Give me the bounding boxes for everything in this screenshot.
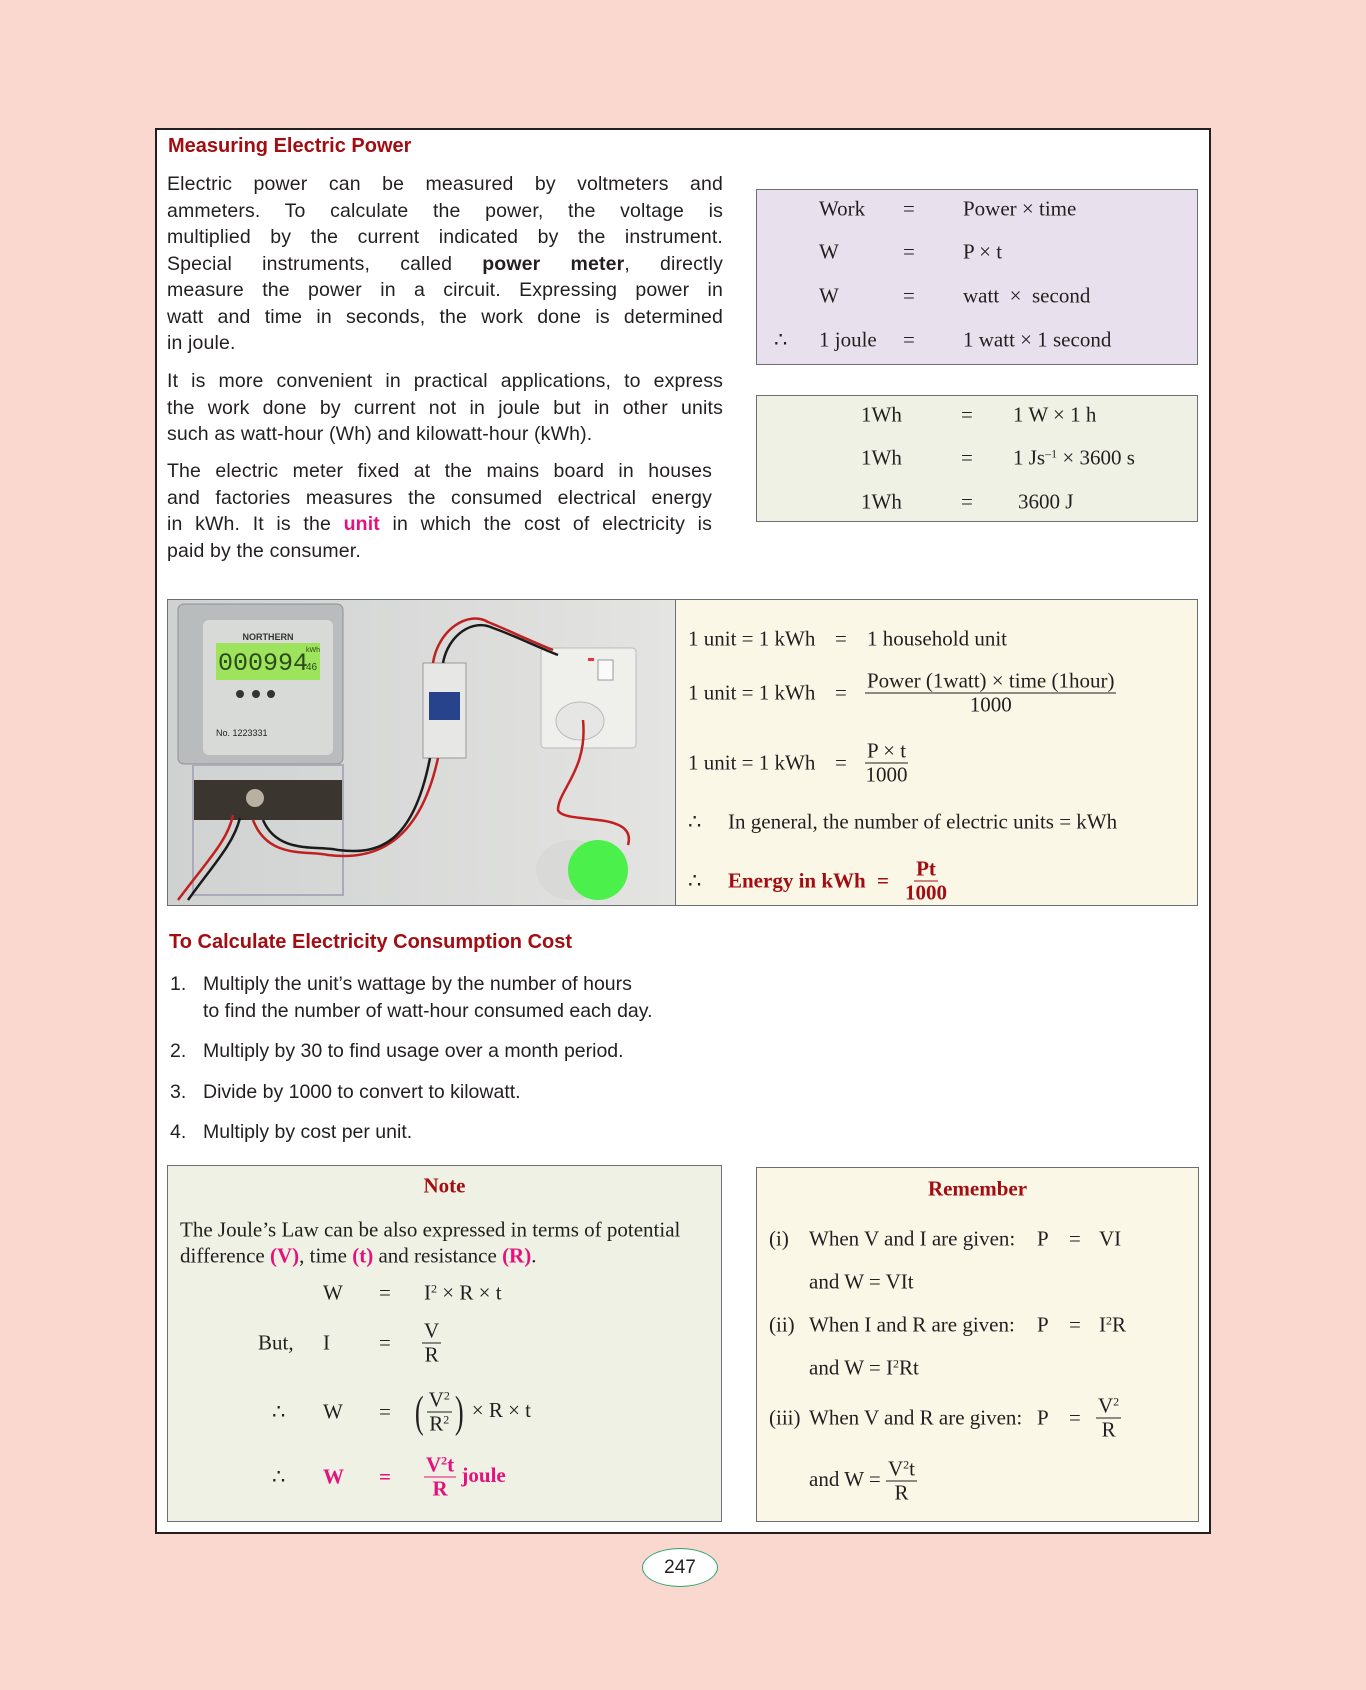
numerator: Pt bbox=[916, 856, 936, 881]
text-line: Electric power can be measured by voltmeters and bbox=[167, 173, 723, 195]
formula-lhs: 1 joule bbox=[819, 327, 877, 352]
formula-lhs: 1 unit = 1 kWh bbox=[688, 750, 816, 775]
equals: = bbox=[379, 1399, 391, 1424]
formula-lhs: W bbox=[323, 1399, 343, 1424]
text: difference bbox=[180, 1243, 270, 1268]
section-title: Measuring Electric Power bbox=[168, 135, 412, 157]
symbol-v: (V) bbox=[269, 1243, 300, 1268]
denominator: R bbox=[424, 1342, 439, 1367]
text-line: the work done by current not in joule but in other units bbox=[167, 396, 723, 419]
text-line bbox=[167, 251, 723, 278]
numerator: Power (1watt) × time (1hour) bbox=[867, 668, 1115, 693]
watt-hour-box bbox=[756, 395, 1198, 522]
formula-lhs: W bbox=[323, 1464, 344, 1489]
step-number: 4. bbox=[170, 1121, 187, 1143]
equals: = bbox=[1069, 1226, 1081, 1251]
formula-rhs: ( $\frac{V^2}{R^2}$ ) × R × t bbox=[414, 1387, 532, 1436]
superscript: 2 bbox=[431, 1281, 437, 1296]
text-line: in joule. bbox=[167, 332, 236, 354]
formula-lhs: 1Wh bbox=[861, 445, 902, 470]
equals: = bbox=[903, 283, 915, 308]
note-text: The Joule’s Law can be also expressed in terms of potential bbox=[180, 1217, 681, 1242]
equals: = bbox=[1069, 1312, 1081, 1337]
text: R bbox=[429, 1411, 444, 1436]
divider bbox=[675, 600, 676, 905]
power-symbol: P bbox=[1037, 1405, 1049, 1430]
meter-unit: kWh bbox=[306, 647, 320, 654]
equals: = bbox=[379, 1280, 391, 1305]
text-line: and factories measures the consumed electrical energy bbox=[167, 486, 712, 509]
superscript: 2 bbox=[1106, 1313, 1112, 1328]
text-line: such as watt-hour (Wh) and kilowatt-hour (kWh). bbox=[167, 423, 593, 445]
therefore-symbol: ∴ bbox=[688, 809, 702, 834]
symbol-t: (t) bbox=[352, 1243, 374, 1268]
text-line: watt and time in seconds, the work done is determined bbox=[167, 305, 723, 328]
power-symbol: P bbox=[1037, 1312, 1049, 1337]
superscript: 2 bbox=[441, 1453, 448, 1468]
energy-label: Energy in kWh bbox=[728, 868, 866, 893]
formula-lhs: 1 unit = 1 kWh bbox=[688, 626, 816, 651]
formula-lhs: W bbox=[323, 1280, 343, 1305]
numerator bbox=[886, 1458, 917, 1482]
intro-paragraph-1 bbox=[167, 171, 723, 357]
remember-box bbox=[756, 1167, 1199, 1522]
numerator bbox=[424, 1454, 456, 1478]
formula-lhs: Work bbox=[819, 196, 866, 221]
superscript: 2 bbox=[443, 1412, 450, 1427]
equals: = bbox=[379, 1330, 391, 1355]
note-text bbox=[180, 1244, 536, 1269]
numerator: V bbox=[424, 1318, 440, 1343]
superscript: –1 bbox=[1045, 446, 1058, 461]
power-symbol: P bbox=[1037, 1226, 1049, 1251]
text: V bbox=[887, 1456, 904, 1481]
formula-lhs: 1 unit = 1 kWh bbox=[688, 680, 816, 705]
text: . bbox=[531, 1243, 537, 1268]
equals: = bbox=[379, 1464, 391, 1489]
text: V bbox=[428, 1387, 444, 1412]
item-label: (i) bbox=[769, 1226, 789, 1251]
formula-rhs bbox=[1013, 446, 1135, 471]
text-line: multiplied by the current indicated by the instrument. bbox=[167, 226, 723, 248]
text: t bbox=[447, 1452, 455, 1477]
therefore-symbol: ∴ bbox=[688, 868, 702, 893]
text-line: It is more convenient in practical applications, to express bbox=[167, 370, 723, 392]
text: I bbox=[424, 1280, 431, 1305]
numerator bbox=[1096, 1395, 1121, 1419]
item-text: When I and R are given: bbox=[809, 1312, 1015, 1337]
step-text: Multiply the unit’s wattage by the number of hours bbox=[203, 973, 632, 995]
superscript: 2 bbox=[1113, 1394, 1120, 1409]
item-label: (iii) bbox=[769, 1405, 801, 1430]
equals: = bbox=[903, 239, 915, 264]
denominator: 1000 bbox=[865, 762, 908, 787]
equals: = bbox=[835, 626, 847, 651]
equals: = bbox=[903, 196, 915, 221]
formula-rhs: P × t bbox=[963, 239, 1003, 264]
text: in which the cost of electricity is bbox=[379, 513, 712, 535]
work-formula bbox=[809, 1458, 917, 1505]
formula-rhs bbox=[424, 1281, 502, 1306]
meter-reading: 000994 bbox=[218, 649, 309, 678]
denominator: 1000 bbox=[905, 880, 947, 905]
equals: = bbox=[877, 868, 889, 893]
formula-rhs: Power × time bbox=[963, 196, 1077, 221]
work-formula-box bbox=[756, 189, 1198, 365]
meter-decimal: 46 bbox=[306, 662, 318, 673]
formula-lhs: 1Wh bbox=[861, 489, 902, 514]
text: × R × t bbox=[471, 1397, 532, 1422]
therefore-symbol: ∴ bbox=[272, 1464, 286, 1489]
page-number: 247 bbox=[642, 1548, 718, 1587]
text: R bbox=[1112, 1312, 1127, 1337]
text: V bbox=[1098, 1393, 1114, 1418]
therefore-symbol: ∴ bbox=[774, 327, 788, 352]
cost-section-title: To Calculate Electricity Consumption Cost bbox=[169, 931, 573, 953]
electric-meter-circuit-photo bbox=[168, 600, 675, 905]
formula-rhs: 3600 J bbox=[1018, 489, 1074, 514]
equals: = bbox=[961, 489, 973, 514]
bold-term: power meter bbox=[482, 252, 625, 275]
fraction bbox=[865, 740, 908, 787]
remember-title: Remember bbox=[927, 1176, 1028, 1201]
formula-lhs: W bbox=[819, 239, 839, 264]
formula-rhs: 1 household unit bbox=[867, 626, 1007, 651]
denominator: 1000 bbox=[969, 692, 1012, 717]
but-label: But, bbox=[258, 1330, 294, 1355]
highlight-term: unit bbox=[343, 513, 380, 535]
meter-serial: No. 1223331 bbox=[216, 728, 268, 738]
work-formula: and W = VIt bbox=[809, 1269, 914, 1294]
formula-lhs: 1Wh bbox=[861, 402, 902, 427]
text: and W = I bbox=[809, 1355, 893, 1380]
formula-rhs: 1 W × 1 h bbox=[1013, 402, 1097, 427]
step-text: Divide by 1000 to convert to kilowatt. bbox=[203, 1081, 521, 1103]
work-formula bbox=[809, 1356, 919, 1381]
numerator bbox=[427, 1389, 452, 1413]
step-text: to find the number of watt-hour consumed each day. bbox=[203, 1000, 653, 1022]
text-line: The electric meter fixed at the mains board in houses bbox=[167, 460, 712, 482]
formula-rhs bbox=[424, 1454, 506, 1501]
unit: joule bbox=[461, 1462, 506, 1487]
intro-paragraph-2 bbox=[167, 368, 723, 448]
text: and W = bbox=[809, 1466, 881, 1491]
text: , time bbox=[299, 1243, 353, 1268]
item-text: When V and R are given: bbox=[809, 1405, 1023, 1430]
text-line bbox=[167, 511, 712, 538]
equals: = bbox=[903, 327, 915, 352]
text: Special instruments, called bbox=[167, 252, 483, 275]
text-line: measure the power in a circuit. Expressing power in bbox=[167, 279, 723, 301]
formula-rhs: VI bbox=[1099, 1226, 1122, 1251]
numerator: P × t bbox=[867, 738, 907, 763]
symbol-r: (R) bbox=[502, 1243, 532, 1268]
note-box bbox=[167, 1165, 722, 1522]
intro-paragraph-3 bbox=[167, 458, 712, 564]
item-text: When V and I are given: bbox=[809, 1226, 1016, 1251]
energy-fraction bbox=[905, 858, 947, 905]
text: and resistance bbox=[373, 1243, 503, 1268]
equals: = bbox=[835, 680, 847, 705]
step-number: 2. bbox=[170, 1040, 187, 1062]
step-number: 3. bbox=[170, 1081, 187, 1103]
therefore-symbol: ∴ bbox=[272, 1399, 286, 1424]
fraction bbox=[1096, 1395, 1121, 1442]
unit-panel bbox=[167, 599, 1198, 906]
step-text: Multiply by cost per unit. bbox=[203, 1121, 413, 1143]
formula-rhs bbox=[1099, 1313, 1126, 1338]
text: V bbox=[426, 1452, 442, 1477]
superscript: 2 bbox=[892, 1356, 899, 1371]
denominator: R bbox=[894, 1480, 909, 1505]
step-number: 1. bbox=[170, 973, 187, 995]
equals: = bbox=[961, 402, 973, 427]
superscript: 2 bbox=[903, 1457, 910, 1472]
step-text: Multiply by 30 to find usage over a month period. bbox=[203, 1040, 624, 1062]
formula-lhs: W bbox=[819, 283, 839, 308]
text-line: ammeters. To calculate the power, the voltage is bbox=[167, 199, 723, 222]
item-label: (ii) bbox=[769, 1312, 795, 1337]
fraction bbox=[422, 1320, 441, 1367]
formula-lhs: I bbox=[323, 1330, 330, 1355]
fraction bbox=[865, 670, 1116, 717]
note-title: Note bbox=[423, 1173, 466, 1198]
formula-rhs: watt × second bbox=[963, 283, 1091, 308]
text: × 3600 s bbox=[1057, 445, 1135, 470]
text: in kWh. It is the bbox=[167, 513, 344, 535]
denominator: R bbox=[432, 1476, 448, 1501]
denominator: R bbox=[1101, 1417, 1116, 1442]
general-statement: In general, the number of electric units = kWh bbox=[728, 809, 1118, 834]
equals: = bbox=[835, 750, 847, 775]
text: 1 Js bbox=[1013, 445, 1046, 470]
meter-brand: NORTHERN bbox=[242, 632, 294, 642]
superscript: 2 bbox=[443, 1388, 450, 1403]
text: × R × t bbox=[437, 1280, 502, 1305]
denominator bbox=[429, 1413, 449, 1436]
text: , directly bbox=[624, 252, 724, 275]
text: I bbox=[1099, 1312, 1106, 1337]
equals: = bbox=[961, 445, 973, 470]
formula-rhs: 1 watt × 1 second bbox=[963, 327, 1112, 352]
text: Rt bbox=[898, 1355, 919, 1380]
text: t bbox=[909, 1456, 915, 1481]
text-line: paid by the consumer. bbox=[167, 539, 361, 562]
equals: = bbox=[1069, 1405, 1081, 1430]
